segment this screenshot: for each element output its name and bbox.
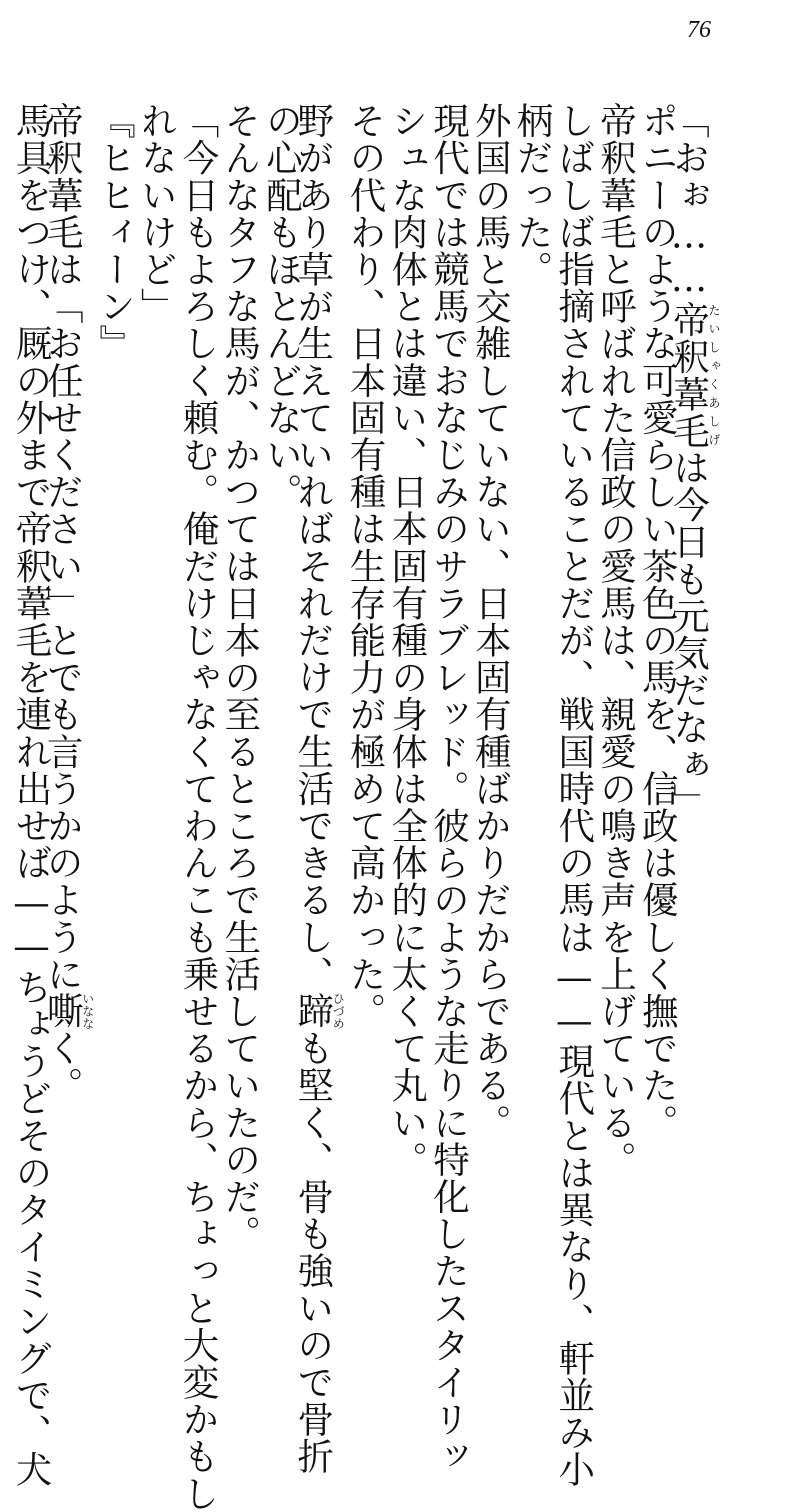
text-line-12: そんなタフな馬が、かつては日本の至るところで生活していたのだ。 [218, 102, 262, 1253]
text-line-6: 外国の馬と交雑していない、日本固有種ばかりだからである。 [469, 102, 513, 1141]
text-line-3: 帝釈葦毛と呼ばれた信政の愛馬は、親愛の鳴き声を上げている。 [594, 102, 638, 1178]
ruby-reading-hizume: ひづめ [331, 992, 346, 1030]
line-10-after: も堅く、骨も強いので骨折 [291, 1029, 335, 1475]
line-10-before: 野があり草が生えていればそれだけで生活できるし、 [291, 102, 335, 993]
vertical-text-body [10, 102, 721, 1512]
page-number: 76 [687, 17, 711, 43]
text-line-13: 「今日もよろしく頼む。俺だけじゃなくてわんこも乗せるから、ちょっと大変かもし [177, 102, 220, 1512]
ruby-base-inanaku: 嘶 [41, 992, 85, 1030]
text-line-11: の心配もほとんどない。 [260, 102, 304, 511]
text-line-2: ポニーのような可愛らしい茶色の馬を、信政は優しく撫でた。 [636, 102, 680, 1141]
text-line-10 [291, 102, 346, 1475]
text-line-7: 現代では競馬でおなじみのサラブレッド。彼らのような走りに特化したスタイリッ [427, 102, 471, 1475]
line-16-after: く。 [41, 1029, 85, 1104]
line-16-before: 帝釈葦毛は「お任せください」とでも言うかのように [41, 102, 85, 993]
text-line-15: 『ヒヒィーン』 [93, 102, 137, 362]
text-line-8: シュな肉体とは違い、日本固有種の身体は全体的に太くて丸い。 [385, 102, 429, 1178]
ruby-base-hizume: 蹄 [291, 992, 335, 1030]
ruby-taishaku-ashige [667, 300, 721, 449]
text-line-1 [667, 102, 721, 1162]
ruby-base-taishaku-ashige: 帝釈葦毛 [667, 300, 711, 449]
ruby-reading-taishaku-ashige: たいしゃくあしげ [707, 300, 721, 449]
text-line-9: その代わり、日本固有種は生存能力が極めて高かった。 [344, 102, 387, 1030]
ruby-reading-inanaku: いなな [80, 992, 95, 1030]
text-line-5: 柄だった。 [511, 102, 554, 288]
ruby-hizume [291, 992, 346, 1030]
ruby-inanaku [41, 992, 95, 1030]
text-line-16 [41, 102, 95, 1162]
text-line-14: れないけど」 [135, 102, 179, 325]
line-1-before: 「おぉ…… [667, 102, 711, 301]
text-line-4: しばしば指摘されていることだが、戦国時代の馬は——現代とは異なり、軒並み小 [552, 102, 596, 1488]
text-line-17: 馬具をつけ、厩の外まで帝釈葦毛を連れ出せば——ちょうどそのタイミングで、犬 [10, 102, 53, 1488]
line-1-after: は今日も元気だなぁ」 [667, 448, 711, 820]
